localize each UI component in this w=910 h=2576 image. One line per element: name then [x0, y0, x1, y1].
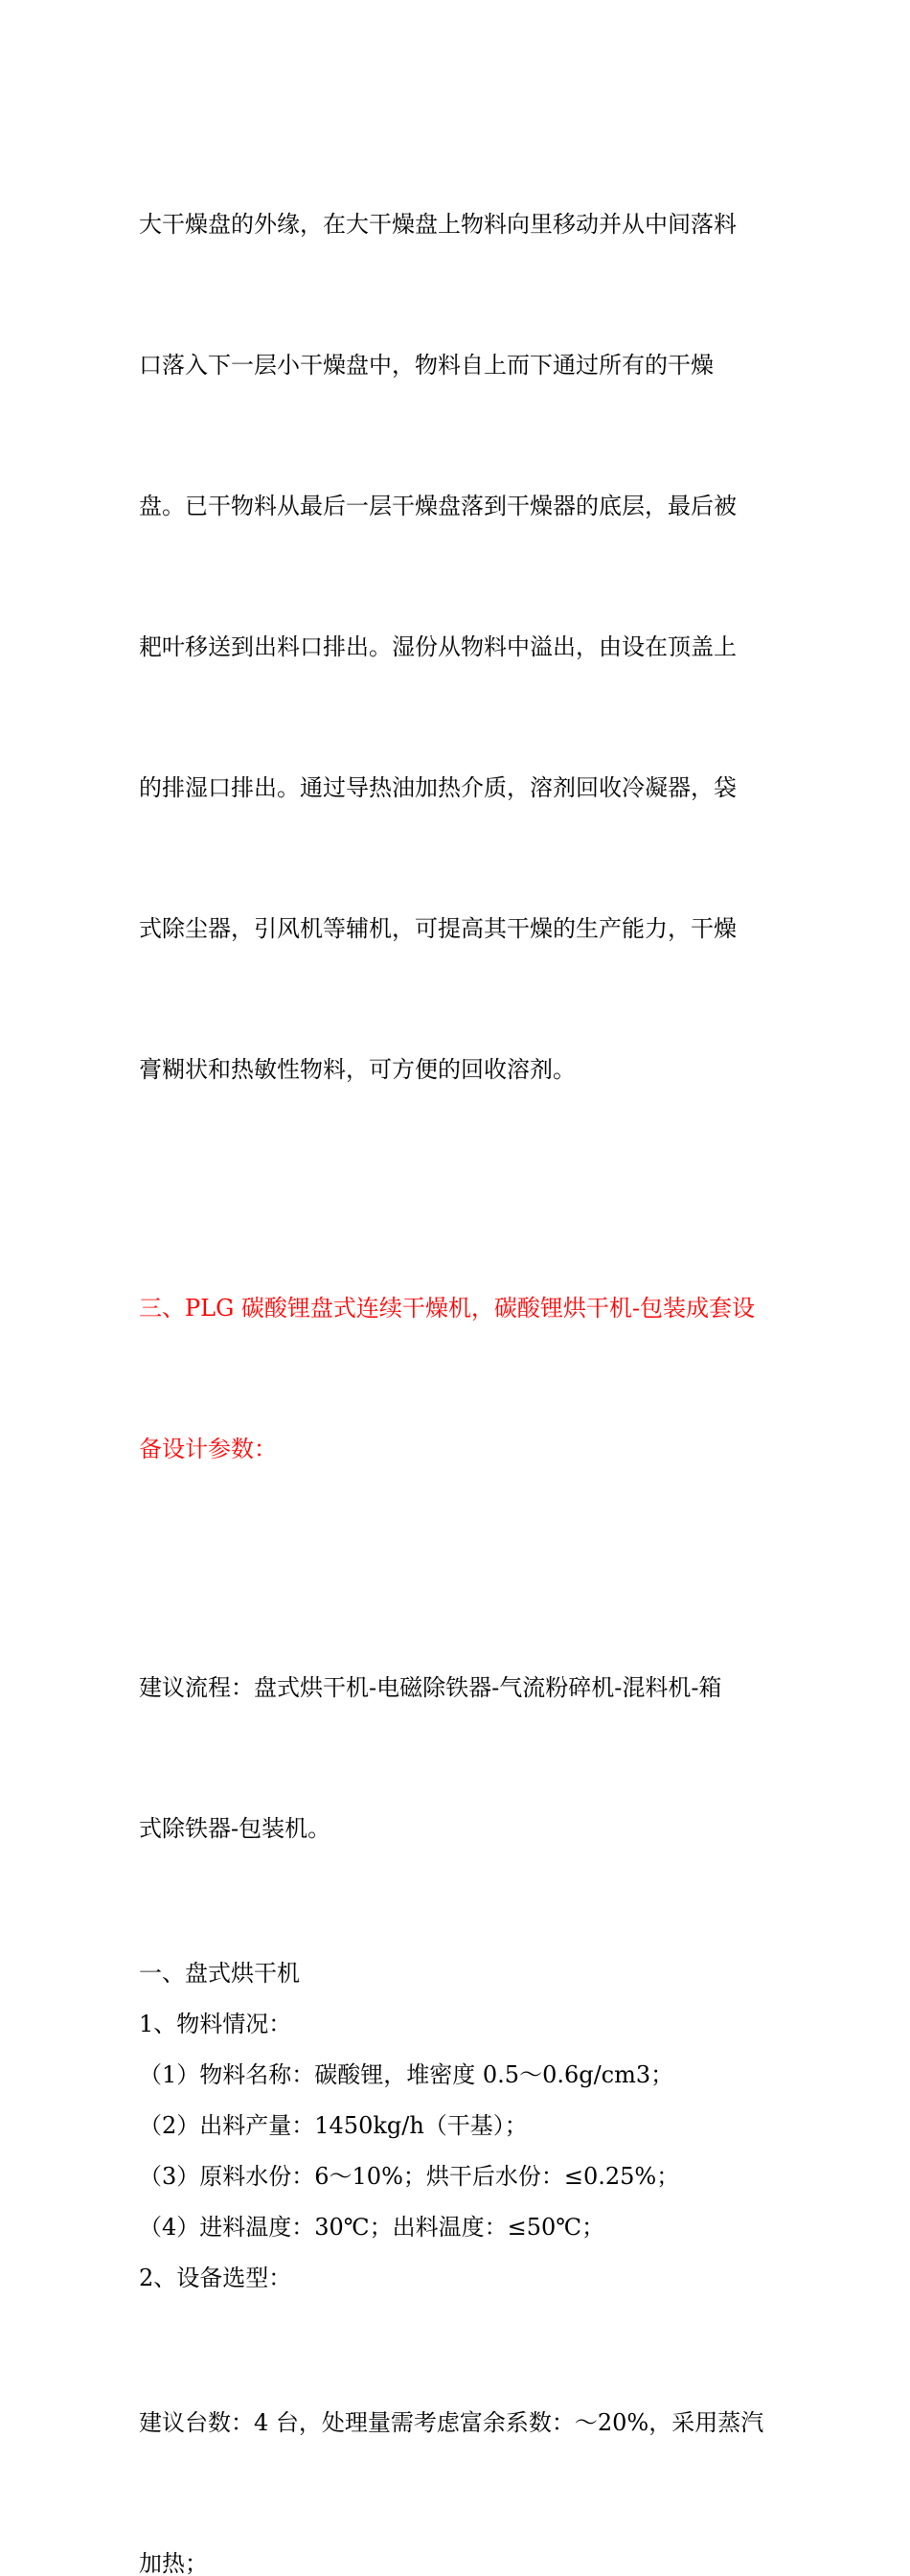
heading-line: 备设计参数： — [139, 1436, 277, 1462]
temperature-line: （4）进料温度：30℃；出料温度：≤50℃； — [139, 2214, 605, 2241]
item-title-selection: 2、设备选型： — [139, 2265, 292, 2291]
text-line: 加热； — [139, 2550, 208, 2576]
process-paragraph — [139, 1571, 776, 1946]
text-line: 大干燥盘的外缘，在大干燥盘上物料向里移动并从中间落料 — [139, 211, 737, 238]
section-heading-3 — [139, 1191, 776, 1567]
heading-line: 三、PLG 碳酸锂盘式连续干燥机，碳酸锂烘干机-包装成套设 — [139, 1295, 755, 1322]
output-line: （2）出料产量：1450kg/h（干基）； — [139, 2112, 528, 2139]
text-line: 膏糊状和热敏性物料，可方便的回收溶剂。 — [139, 1056, 576, 1083]
text-line: 盘。已干物料从最后一层干燥盘落到干燥器的底层，最后被 — [139, 493, 737, 519]
text-line: 式除尘器，引风机等辅机，可提高其干燥的生产能力，干燥 — [139, 915, 737, 942]
selection-paragraph — [139, 2306, 776, 2576]
text-line: 式除铁器-包装机。 — [139, 1815, 331, 1842]
text-line: 建议流程：盘式烘干机-电磁除铁器-气流粉碎机-混料机-箱 — [139, 1674, 722, 1701]
text-line: 建议台数：4 台，处理量需考虑富余系数：～20%，采用蒸汽 — [139, 2409, 764, 2436]
intro-paragraph — [139, 107, 776, 1187]
text-line: 口落入下一层小干燥盘中，物料自上而下通过所有的干燥 — [139, 352, 714, 379]
subsection-title: 一、盘式烘干机 — [139, 1960, 300, 1987]
item-title-material: 1、物料情况： — [139, 2011, 292, 2037]
material-name-line: （1）物料名称：碳酸锂，堆密度 0.5～0.6g/cm3； — [139, 2061, 674, 2088]
text-line: 的排湿口排出。通过导热油加热介质，溶剂回收冷凝器，袋 — [139, 774, 737, 801]
moisture-line: （3）原料水份：6～10%；烘干后水份：≤0.25%； — [139, 2163, 680, 2190]
document-body — [139, 107, 776, 2576]
text-line: 耙叶移送到出料口排出。湿份从物料中溢出，由设在顶盖上 — [139, 633, 737, 660]
